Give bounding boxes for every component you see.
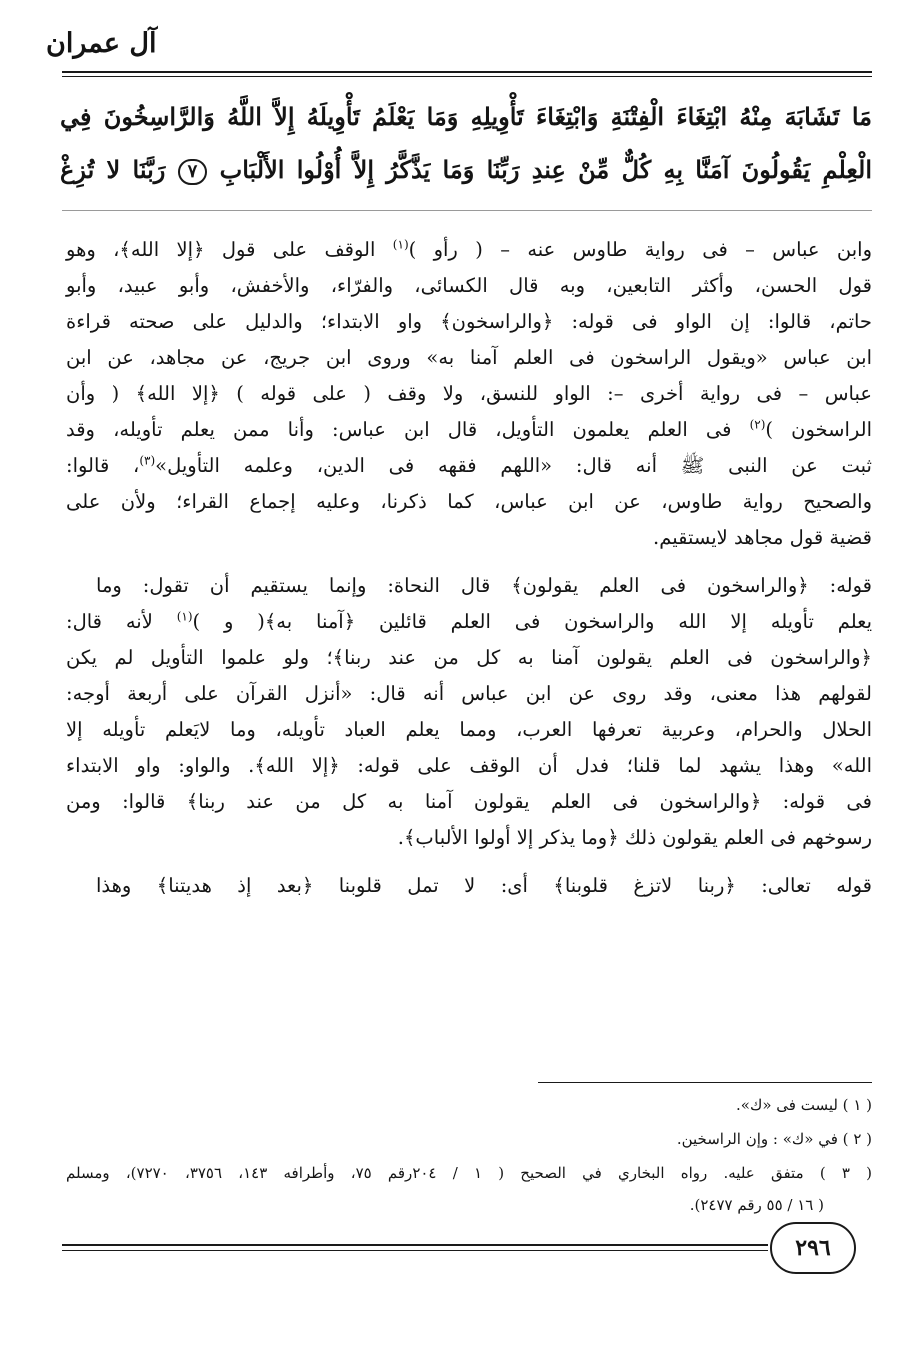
verse-line-1: مَا تَشَابَهَ مِنْهُ ابْتِغَاءَ الْفِتْنَةِ وَابْتِغَاءَ تَأْوِيلِهِ وَمَا يَعْلَمُ تَأْوِيلَهُ إِلاَّ اللَّهُ وَالرَّاسِخُونَ فِي	[60, 102, 873, 131]
body-line: حاتم، قالوا: إن الواو فى قوله: ﴿والراسخون﴾ واو الابتداء؛ والدليل على صحته قراءة	[66, 310, 872, 333]
line-text: يعلم تأويله إلا الله والراسخون فى العلم قائلين ﴿آمنا به﴾( و )	[192, 610, 873, 633]
line-text: لأنه قال:	[66, 610, 177, 633]
verse-line-2-end: رَبَّنَا لا تُزِغْ	[60, 155, 166, 184]
footnote-ref: (٢)	[749, 417, 766, 432]
body-line: ﴿والراسخون فى العلم يقولون آمنا به كل من عند ربنا﴾؛ ولو علموا التأويل لم يكن	[66, 646, 872, 669]
line-text: ، قالوا:	[66, 454, 140, 477]
ayah-number-marker: ٧	[178, 159, 208, 185]
line-text: وابن عباس – فى رواية طاوس عنه – ( رأو )	[408, 238, 873, 261]
body-line	[66, 448, 872, 484]
body-line: والصحيح رواية طاوس، عن ابن عباس، كما ذكرنا، وعليه إجماع القراء؛ ولأن على	[66, 490, 872, 513]
body-line: قول الحسن، وأكثر التابعين، وبه قال الكسائى، والفرّاء، والأخفش، وأبو عبيد، وأبو	[66, 274, 872, 297]
footnote-ref: (١)	[392, 237, 409, 252]
verse-separator	[62, 210, 872, 211]
body-line	[66, 604, 872, 640]
body-line: الحلال والحرام، وعربية تعرفها العرب، ومما يعلم العباد تأويله، وما لايَعلم تأويله إلا	[66, 718, 872, 741]
body-line	[66, 232, 872, 268]
line-text: الوقف على قول ﴿إلا الله﴾، وهو	[66, 238, 393, 261]
line-text: فى العلم يعلمون التأويل، قال ابن عباس: وأنا ممن يعلم تأويله، وقد	[66, 418, 750, 441]
footnote-1: ( ١ ) ليست فى «ك».	[736, 1096, 872, 1114]
body-line: قوله تعالى: ﴿ربنا لاتزغ قلوبنا﴾ أى: لا تمل قلوبنا ﴿بعد إذ هديتنا﴾ وهذا	[96, 874, 872, 897]
footnote-ref: (٣)	[139, 453, 156, 468]
body-line: قضية قول مجاهد لايستقيم.	[653, 526, 872, 549]
body-line: فى قوله: ﴿والراسخون فى العلم يقولون آمنا به كل من عند ربنا﴾ قالوا: ومن	[66, 790, 872, 813]
body-line: رسوخهم فى العلم يقولون ذلك ﴿وما يذكر إلا أولوا الألباب﴾.	[397, 826, 872, 849]
footnote-3-line-1: ( ٣ ) متفق عليه. رواه البخاري في الصحيح ( ١ / ٢٠٤رقم ٧٥، وأطرافه ١٤٣، ٣٧٥٦، ٧٢٧٠)، ومسلم	[66, 1164, 873, 1182]
footnote-separator	[538, 1082, 872, 1083]
footer-rule-thin	[62, 1250, 768, 1251]
body-line: عباس – فى رواية أخرى –: الواو للنسق، ولا وقف ( على قوله ) ﴿إلا الله﴾ ( وأن	[66, 382, 872, 405]
footnote-ref: (١)	[176, 609, 193, 624]
verse-line-2-start: الْعِلْمِ يَقُولُونَ آمَنَّا بِهِ كُلٌّ مِّنْ عِندِ رَبِّنَا وَمَا يَذَّكَّرُ إِلاَّ أُوْلُوا الأَلْبَابِ	[219, 155, 872, 184]
header-rule-thick	[62, 71, 872, 73]
line-text: الراسخون )	[765, 418, 872, 441]
footnote-3-line-2: ( ١٦ / ٥٥ رقم ٢٤٧٧).	[689, 1196, 824, 1214]
footer-rule-thick	[62, 1244, 768, 1246]
body-line	[66, 412, 872, 448]
body-line: ابن عباس «ويقول الراسخون فى العلم آمنا به» وروى ابن جريج، عن مجاهد، عن ابن	[66, 346, 872, 369]
body-line: الله» وهذا يشهد لما قلنا؛ فدل أن الوقف على قوله: ﴿إلا الله﴾. والواو: واو الابتداء	[66, 754, 872, 777]
line-text: ثبت عن النبى ﷺ أنه قال: «اللهم فقهه فى الدين، وعلمه التأويل»	[155, 454, 872, 477]
running-header-title: آل عمران	[46, 28, 157, 59]
body-line: قوله: ﴿والراسخون فى العلم يقولون﴾ قال النحاة: وإنما يستقيم أن تقول: وما	[96, 574, 872, 597]
page-number: ٢٩٦	[770, 1222, 856, 1274]
verse-line-2	[60, 150, 872, 190]
header-rule-thin	[62, 76, 872, 77]
footnote-2: ( ٢ ) في «ك» : وإن الراسخين.	[676, 1130, 872, 1148]
body-line: لقولهم هذا معنى، وقد روى عن ابن عباس أنه قال: «أنزل القرآن على أربعة أوجه:	[66, 682, 872, 705]
